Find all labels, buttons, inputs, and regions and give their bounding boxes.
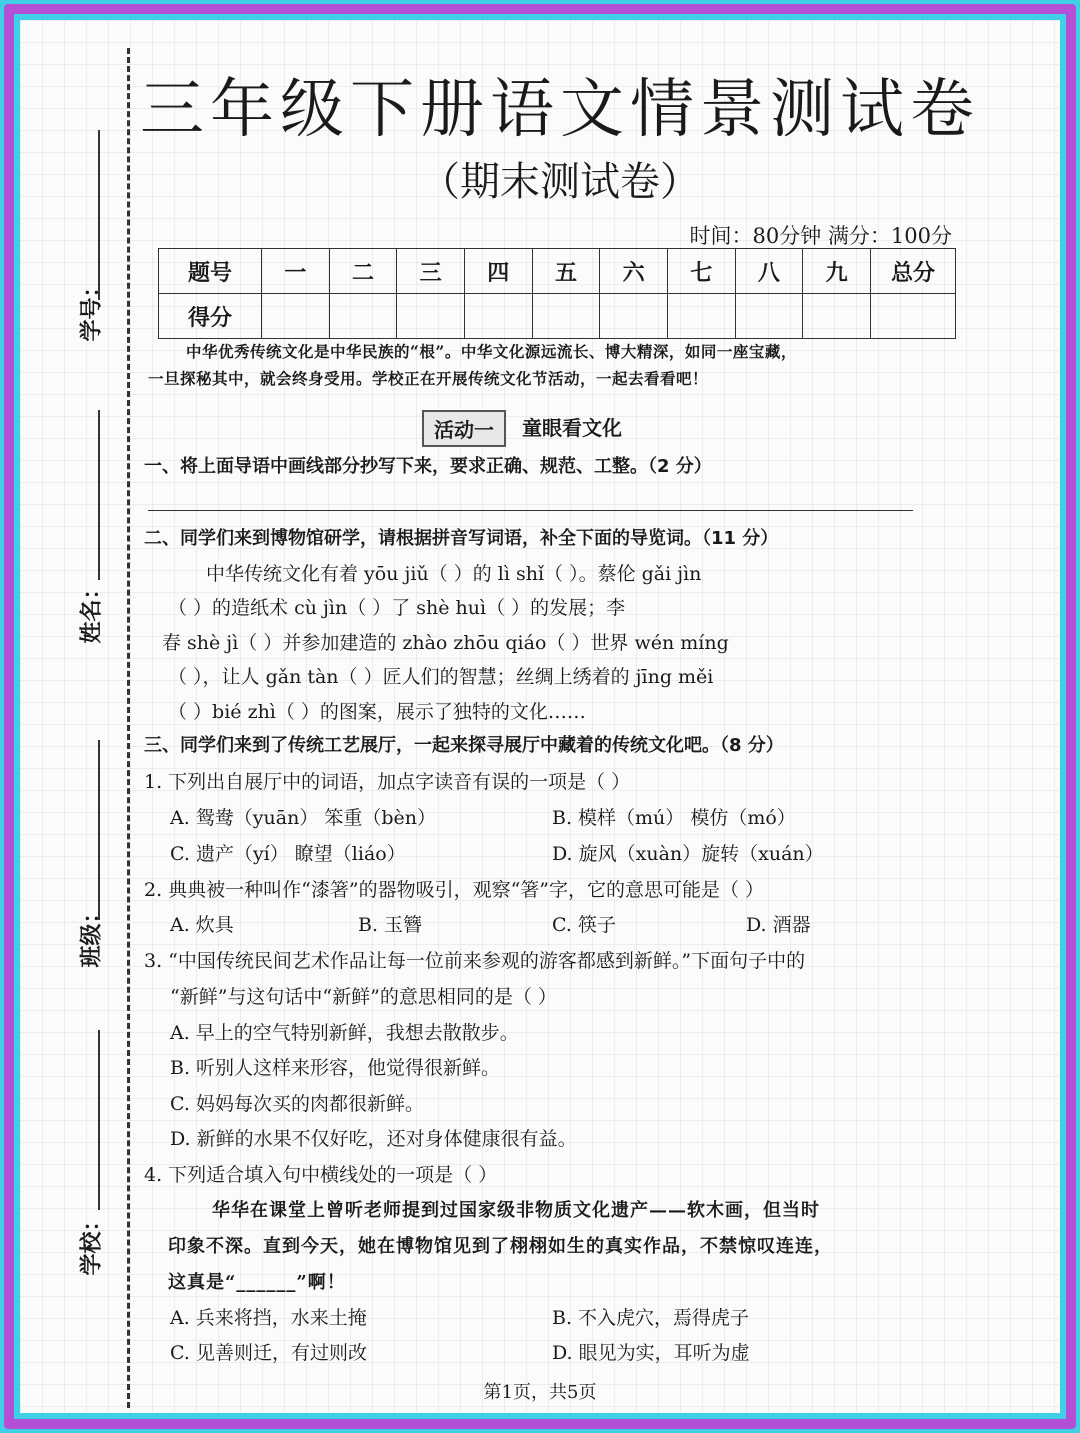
xuexiao-label: 学校： bbox=[78, 1209, 105, 1276]
xingming-line bbox=[98, 410, 100, 580]
exam-title: 三年级下册语文情景测试卷 bbox=[140, 73, 980, 147]
time-info: 时间：80分钟 满分：100分 bbox=[689, 224, 952, 248]
banji-label: 班级： bbox=[78, 901, 105, 968]
table-cell: 八 bbox=[735, 249, 803, 294]
q3-4-option-c[interactable]: C. 见善则迁，有过则改 bbox=[170, 1342, 367, 1364]
xuehao-label: 学号： bbox=[78, 275, 105, 342]
q2-line-5: （ ）bié zhì（ ）的图案，展示了独特的文化…… bbox=[168, 701, 586, 723]
table-cell: 七 bbox=[667, 249, 735, 294]
q3-2-option-b[interactable]: B. 玉簪 bbox=[358, 914, 423, 936]
q3-4-passage-2: 印象不深。直到今天，她在博物馆见到了栩栩如生的真实作品，不禁惊叹连连， bbox=[168, 1236, 833, 1257]
table-cell: 二 bbox=[329, 249, 397, 294]
q3-1-option-d[interactable]: D. 旋风（xuàn）旋转（xuán） bbox=[552, 843, 824, 865]
q2-line-4: （ ），让人 gǎn tàn（ ）匠人们的智慧；丝绸上绣着的 jīng měi bbox=[168, 666, 714, 688]
score-cell[interactable] bbox=[871, 294, 956, 339]
score-cell[interactable] bbox=[803, 294, 871, 339]
score-cell[interactable] bbox=[600, 294, 668, 339]
q3-2-option-c[interactable]: C. 筷子 bbox=[552, 914, 616, 936]
q3-3-option-a[interactable]: A. 早上的空气特别新鲜，我想去散散步。 bbox=[170, 1022, 519, 1044]
answer-line[interactable] bbox=[148, 510, 913, 511]
activity-title: 童眼看文化 bbox=[522, 416, 622, 440]
exam-subtitle: （期末测试卷） bbox=[420, 159, 700, 205]
table-cell: 五 bbox=[532, 249, 600, 294]
q3-3-option-d[interactable]: D. 新鲜的水果不仅好吃，还对身体健康很有益。 bbox=[170, 1128, 577, 1150]
score-cell[interactable] bbox=[397, 294, 465, 339]
question-2: 二、同学们来到博物馆研学，请根据拼音写词语，补全下面的导览词。（11 分） bbox=[144, 528, 779, 549]
table-cell: 三 bbox=[397, 249, 465, 294]
q3-1-option-b[interactable]: B. 模样（mú） 模仿（mó） bbox=[552, 807, 796, 829]
xingming-label: 姓名： bbox=[78, 577, 105, 644]
q2-line-2: （ ）的造纸术 cù jìn（ ）了 shè huì（ ）的发展；李 bbox=[168, 597, 626, 619]
activity-tag: 活动一 bbox=[422, 410, 506, 447]
q3-4-stem: 4. 下列适合填入句中横线处的一项是（ ） bbox=[144, 1164, 498, 1186]
score-table-score-row bbox=[159, 294, 956, 339]
q3-1-option-a[interactable]: A. 鸳鸯（yuān） 笨重（bèn） bbox=[170, 807, 437, 829]
q3-2-stem: 2. 典典被一种叫作“漆箸”的器物吸引，观察“箸”字，它的意思可能是（ ） bbox=[144, 879, 765, 901]
q3-4-option-b[interactable]: B. 不入虎穴，焉得虎子 bbox=[552, 1307, 750, 1329]
q3-2-option-a[interactable]: A. 炊具 bbox=[170, 914, 234, 936]
score-table bbox=[158, 248, 956, 339]
q3-3-option-b[interactable]: B. 听别人这样来形容，他觉得很新鲜。 bbox=[170, 1057, 501, 1079]
intro-line-1: 中华优秀传统文化是中华民族的“根”。中华文化源远流长、博大精深，如同一座宝藏， bbox=[186, 342, 797, 361]
q2-line-1: 中华传统文化有着 yōu jiǔ（ ）的 lì shǐ（ ）。蔡伦 gǎi jìn bbox=[206, 563, 702, 585]
q3-4-passage-3: 这真是“______”啊！ bbox=[168, 1272, 346, 1293]
xuehao-line bbox=[98, 130, 100, 300]
q3-1-option-c[interactable]: C. 遗产（yí） 瞭望（liáo） bbox=[170, 843, 406, 865]
score-cell[interactable] bbox=[667, 294, 735, 339]
score-cell[interactable] bbox=[329, 294, 397, 339]
score-cell[interactable] bbox=[735, 294, 803, 339]
table-cell: 六 bbox=[600, 249, 668, 294]
table-cell: 四 bbox=[464, 249, 532, 294]
intro-line-2: 一旦探秘其中，就会终身受用。学校正在开展传统文化节活动，一起去看看吧！ bbox=[148, 369, 709, 388]
banji-line bbox=[98, 740, 100, 920]
q3-4-option-d[interactable]: D. 眼见为实，耳听为虚 bbox=[552, 1342, 750, 1364]
page-number: 第1页，共5页 bbox=[483, 1382, 597, 1403]
score-cell[interactable] bbox=[262, 294, 330, 339]
table-cell: 总分 bbox=[871, 249, 956, 294]
q2-line-3: 春 shè jì（ ）并参加建造的 zhào zhōu qiáo（ ）世界 wén míng bbox=[162, 632, 729, 654]
binding-dashed-line bbox=[127, 48, 130, 1408]
q3-4-passage-1: 华华在课堂上曾听老师提到过国家级非物质文化遗产——软木画，但当时 bbox=[212, 1200, 820, 1221]
table-cell: 九 bbox=[803, 249, 871, 294]
q3-4-option-a[interactable]: A. 兵来将挡，水来土掩 bbox=[170, 1307, 367, 1329]
table-cell: 得分 bbox=[159, 294, 262, 339]
question-1: 一、将上面导语中画线部分抄写下来，要求正确、规范、工整。（2 分） bbox=[144, 456, 712, 477]
q3-1-stem: 1. 下列出自展厅中的词语，加点字读音有误的一项是（ ） bbox=[144, 771, 631, 793]
table-cell: 题号 bbox=[159, 249, 262, 294]
q3-2-option-d[interactable]: D. 酒器 bbox=[746, 914, 811, 936]
q3-3-option-c[interactable]: C. 妈妈每次买的肉都很新鲜。 bbox=[170, 1093, 424, 1115]
exam-paper bbox=[20, 20, 1060, 1413]
question-3: 三、同学们来到了传统工艺展厅，一起来探寻展厅中藏着的传统文化吧。（8 分） bbox=[144, 735, 784, 756]
q3-3-stem-2: “新鲜”与这句话中“新鲜”的意思相同的是（ ） bbox=[170, 986, 557, 1008]
score-cell[interactable] bbox=[464, 294, 532, 339]
xuexiao-line bbox=[98, 1030, 100, 1210]
table-cell: 一 bbox=[262, 249, 330, 294]
intro-paragraph bbox=[148, 338, 938, 392]
q3-3-stem-1: 3. “中国传统民间艺术作品让每一位前来参观的游客都感到新鲜。”下面句子中的 bbox=[144, 950, 806, 972]
score-cell[interactable] bbox=[532, 294, 600, 339]
score-table-header-row bbox=[159, 249, 956, 294]
